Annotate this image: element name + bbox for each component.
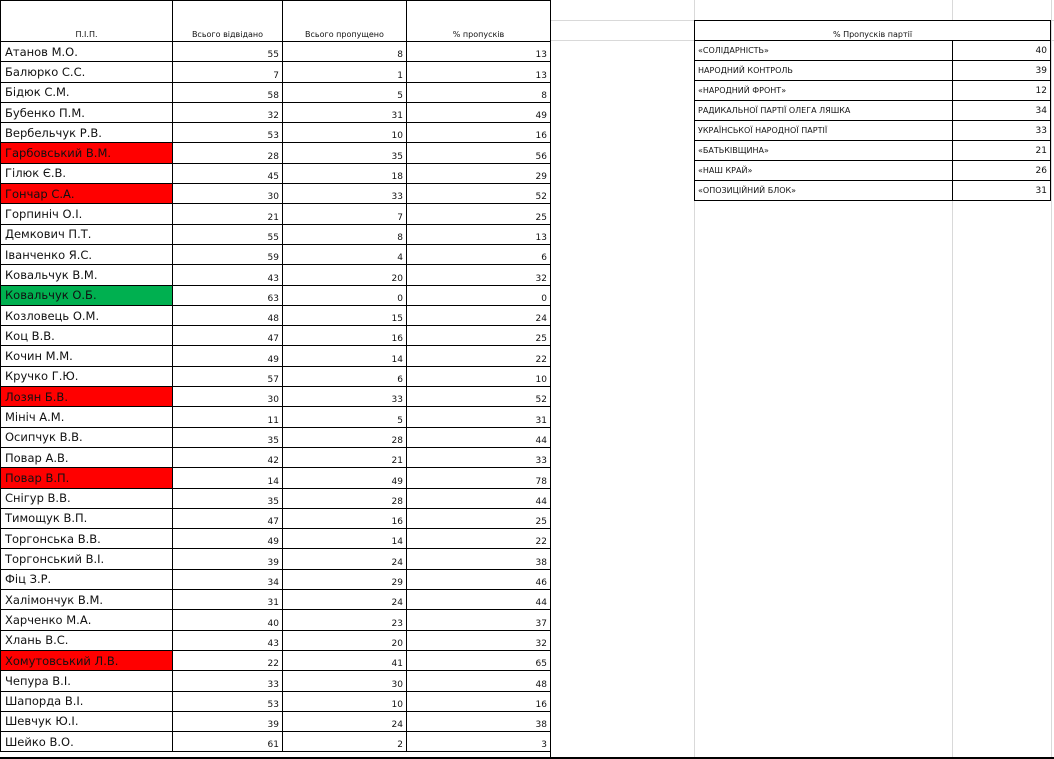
header-visited[interactable]: Всього відвідано — [173, 1, 283, 42]
visited-cell[interactable]: 43 — [173, 630, 283, 650]
table-row — [1, 163, 551, 183]
missed-cell[interactable]: 33 — [283, 387, 407, 407]
party-name-cell[interactable]: «БАТЬКІВЩИНА» — [695, 141, 953, 161]
party-row — [695, 141, 1051, 161]
missed-cell[interactable]: 14 — [283, 529, 407, 549]
table-row — [1, 184, 551, 204]
percent-cell[interactable]: 32 — [407, 630, 551, 650]
missed-cell[interactable]: 16 — [283, 508, 407, 528]
name-cell[interactable]: Бідюк С.М. — [1, 82, 173, 102]
percent-cell[interactable]: 10 — [407, 366, 551, 386]
missed-cell[interactable]: 0 — [283, 285, 407, 305]
visited-cell[interactable]: 33 — [173, 671, 283, 691]
table-row — [1, 204, 551, 224]
visited-cell[interactable]: 7 — [173, 62, 283, 82]
table-row — [1, 285, 551, 305]
table-row — [1, 224, 551, 244]
name-cell[interactable]: Кочин М.М. — [1, 346, 173, 366]
percent-cell[interactable]: 22 — [407, 529, 551, 549]
name-cell[interactable]: Тимощук В.П. — [1, 508, 173, 528]
table-row — [1, 508, 551, 528]
table-row — [1, 143, 551, 163]
visited-cell[interactable]: 21 — [173, 204, 283, 224]
percent-cell[interactable]: 13 — [407, 224, 551, 244]
missed-cell[interactable]: 24 — [283, 711, 407, 731]
table-row — [1, 82, 551, 102]
percent-cell[interactable]: 16 — [407, 691, 551, 711]
table-row — [1, 102, 551, 122]
visited-cell[interactable]: 48 — [173, 305, 283, 325]
table-row — [1, 427, 551, 447]
percent-cell[interactable]: 44 — [407, 590, 551, 610]
table-row — [1, 62, 551, 82]
percent-cell[interactable]: 3 — [407, 732, 551, 752]
visited-cell[interactable]: 47 — [173, 326, 283, 346]
name-cell[interactable]: Хомутовський Л.В. — [1, 650, 173, 670]
percent-cell[interactable]: 25 — [407, 326, 551, 346]
table-row — [1, 650, 551, 670]
visited-cell[interactable]: 32 — [173, 102, 283, 122]
visited-cell[interactable]: 53 — [173, 123, 283, 143]
table-row — [1, 711, 551, 731]
missed-cell[interactable]: 23 — [283, 610, 407, 630]
name-cell[interactable]: Атанов М.О. — [1, 42, 173, 62]
percent-cell[interactable]: 46 — [407, 569, 551, 589]
table-row — [1, 691, 551, 711]
party-row — [695, 121, 1051, 141]
percent-cell[interactable]: 25 — [407, 204, 551, 224]
table-row — [1, 42, 551, 62]
visited-cell[interactable]: 55 — [173, 42, 283, 62]
missed-cell[interactable]: 2 — [283, 732, 407, 752]
party-row — [695, 41, 1051, 61]
party-name-cell[interactable]: «НАРОДНИЙ ФРОНТ» — [695, 81, 953, 101]
missed-cell[interactable]: 5 — [283, 82, 407, 102]
table-row — [1, 671, 551, 691]
name-cell[interactable]: Снігур В.В. — [1, 488, 173, 508]
table-row — [1, 468, 551, 488]
visited-cell[interactable]: 14 — [173, 468, 283, 488]
table-row — [1, 305, 551, 325]
name-cell[interactable]: Гілюк Є.В. — [1, 163, 173, 183]
party-name-cell[interactable]: «СОЛІДАРНІСТЬ» — [695, 41, 953, 61]
header-missed[interactable]: Всього пропущено — [283, 1, 407, 42]
party-name-cell[interactable]: РАДИКАЛЬНОЇ ПАРТІЇ ОЛЕГА ЛЯШКА — [695, 101, 953, 121]
name-cell[interactable]: Осипчук В.В. — [1, 427, 173, 447]
table-row — [1, 732, 551, 752]
percent-cell[interactable]: 32 — [407, 265, 551, 285]
name-cell[interactable]: Ковальчук О.Б. — [1, 285, 173, 305]
visited-cell[interactable]: 57 — [173, 366, 283, 386]
party-value-cell[interactable]: 40 — [953, 41, 1051, 61]
party-value-cell[interactable]: 33 — [953, 121, 1051, 141]
party-name-cell[interactable]: УКРАЇНСЬКОЇ НАРОДНОЇ ПАРТІЇ — [695, 121, 953, 141]
visited-cell[interactable]: 31 — [173, 590, 283, 610]
percent-cell[interactable]: 0 — [407, 285, 551, 305]
name-cell[interactable]: Шапорда В.І. — [1, 691, 173, 711]
visited-cell[interactable]: 35 — [173, 488, 283, 508]
visited-cell[interactable]: 34 — [173, 569, 283, 589]
name-cell[interactable]: Бубенко П.М. — [1, 102, 173, 122]
visited-cell[interactable]: 63 — [173, 285, 283, 305]
visited-cell[interactable]: 22 — [173, 650, 283, 670]
missed-cell[interactable]: 4 — [283, 244, 407, 264]
table-row — [1, 630, 551, 650]
table-row — [1, 387, 551, 407]
percent-cell[interactable]: 52 — [407, 184, 551, 204]
visited-cell[interactable]: 11 — [173, 407, 283, 427]
party-value-cell[interactable]: 31 — [953, 181, 1051, 201]
percent-cell[interactable]: 37 — [407, 610, 551, 630]
missed-cell[interactable]: 5 — [283, 407, 407, 427]
missed-cell[interactable]: 10 — [283, 691, 407, 711]
missed-cell[interactable]: 16 — [283, 326, 407, 346]
party-value-cell[interactable]: 21 — [953, 141, 1051, 161]
visited-cell[interactable]: 49 — [173, 346, 283, 366]
visited-cell[interactable]: 35 — [173, 427, 283, 447]
party-row — [695, 181, 1051, 201]
name-cell[interactable]: Вербельчук Р.В. — [1, 123, 173, 143]
name-cell[interactable]: Горпиніч О.І. — [1, 204, 173, 224]
percent-cell[interactable]: 6 — [407, 244, 551, 264]
table-row — [1, 123, 551, 143]
percent-cell[interactable]: 49 — [407, 102, 551, 122]
party-value-cell[interactable]: 26 — [953, 161, 1051, 181]
missed-cell[interactable]: 1 — [283, 62, 407, 82]
visited-cell[interactable]: 39 — [173, 711, 283, 731]
name-cell[interactable]: Чепура В.І. — [1, 671, 173, 691]
name-cell[interactable]: Лозян Б.В. — [1, 387, 173, 407]
visited-cell[interactable]: 53 — [173, 691, 283, 711]
percent-cell[interactable]: 44 — [407, 488, 551, 508]
name-cell[interactable]: Повар В.П. — [1, 468, 173, 488]
percent-cell[interactable]: 13 — [407, 62, 551, 82]
missed-cell[interactable]: 31 — [283, 102, 407, 122]
header-percent[interactable]: % пропусків — [407, 1, 551, 42]
name-cell[interactable]: Харченко М.А. — [1, 610, 173, 630]
name-cell[interactable]: Шейко В.О. — [1, 732, 173, 752]
percent-cell[interactable]: 13 — [407, 42, 551, 62]
name-cell[interactable]: Халімончук В.М. — [1, 590, 173, 610]
table-row — [1, 447, 551, 467]
visited-cell[interactable]: 47 — [173, 508, 283, 528]
percent-cell[interactable]: 65 — [407, 650, 551, 670]
percent-cell[interactable]: 22 — [407, 346, 551, 366]
table-row — [1, 488, 551, 508]
table-row — [1, 610, 551, 630]
missed-cell[interactable]: 21 — [283, 447, 407, 467]
missed-cell[interactable]: 41 — [283, 650, 407, 670]
missed-cell[interactable]: 29 — [283, 569, 407, 589]
visited-cell[interactable]: 59 — [173, 244, 283, 264]
name-cell[interactable]: Гончар С.А. — [1, 184, 173, 204]
party-name-cell[interactable]: «ОПОЗИЦІЙНИЙ БЛОК» — [695, 181, 953, 201]
header-row — [1, 1, 551, 42]
visited-cell[interactable]: 39 — [173, 549, 283, 569]
missed-cell[interactable]: 14 — [283, 346, 407, 366]
percent-cell[interactable]: 31 — [407, 407, 551, 427]
missed-cell[interactable]: 49 — [283, 468, 407, 488]
party-row — [695, 81, 1051, 101]
visited-cell[interactable]: 45 — [173, 163, 283, 183]
missed-cell[interactable]: 20 — [283, 630, 407, 650]
table-row — [1, 346, 551, 366]
header-name[interactable]: П.І.П. — [1, 1, 173, 42]
party-name-cell[interactable]: НАРОДНИЙ КОНТРОЛЬ — [695, 61, 953, 81]
table-row — [1, 549, 551, 569]
missed-cell[interactable]: 24 — [283, 549, 407, 569]
party-value-cell[interactable]: 34 — [953, 101, 1051, 121]
visited-cell[interactable]: 55 — [173, 224, 283, 244]
table-row — [1, 265, 551, 285]
party-row — [695, 161, 1051, 181]
missed-cell[interactable]: 28 — [283, 427, 407, 447]
name-cell[interactable]: Коц В.В. — [1, 326, 173, 346]
missed-cell[interactable]: 7 — [283, 204, 407, 224]
percent-cell[interactable]: 52 — [407, 387, 551, 407]
percent-cell[interactable]: 38 — [407, 711, 551, 731]
missed-cell[interactable]: 35 — [283, 143, 407, 163]
name-cell[interactable]: Торгонський В.І. — [1, 549, 173, 569]
table-row — [1, 366, 551, 386]
table-row — [1, 569, 551, 589]
name-cell[interactable]: Мініч А.М. — [1, 407, 173, 427]
name-cell[interactable]: Повар А.В. — [1, 447, 173, 467]
table-row — [1, 590, 551, 610]
visited-cell[interactable]: 30 — [173, 387, 283, 407]
missed-cell[interactable]: 33 — [283, 184, 407, 204]
percent-cell[interactable]: 38 — [407, 549, 551, 569]
table-row — [1, 407, 551, 427]
missed-cell[interactable]: 24 — [283, 590, 407, 610]
name-cell[interactable]: Демкович П.Т. — [1, 224, 173, 244]
percent-cell[interactable]: 25 — [407, 508, 551, 528]
missed-cell[interactable]: 6 — [283, 366, 407, 386]
visited-cell[interactable]: 43 — [173, 265, 283, 285]
percent-cell[interactable]: 24 — [407, 305, 551, 325]
party-value-cell[interactable]: 12 — [953, 81, 1051, 101]
missed-cell[interactable]: 20 — [283, 265, 407, 285]
name-cell[interactable]: Кручко Г.Ю. — [1, 366, 173, 386]
percent-cell[interactable]: 33 — [407, 447, 551, 467]
name-cell[interactable]: Козловець О.М. — [1, 305, 173, 325]
table-row — [1, 529, 551, 549]
missed-cell[interactable]: 28 — [283, 488, 407, 508]
party-row — [695, 101, 1051, 121]
visited-cell[interactable]: 61 — [173, 732, 283, 752]
visited-cell[interactable]: 30 — [173, 184, 283, 204]
party-name-cell[interactable]: «НАШ КРАЙ» — [695, 161, 953, 181]
percent-cell[interactable]: 56 — [407, 143, 551, 163]
name-cell[interactable]: Іванченко Я.С. — [1, 244, 173, 264]
party-value-cell[interactable]: 39 — [953, 61, 1051, 81]
party-table — [694, 20, 1051, 201]
visited-cell[interactable]: 28 — [173, 143, 283, 163]
missed-cell[interactable]: 30 — [283, 671, 407, 691]
missed-cell[interactable]: 10 — [283, 123, 407, 143]
percent-cell[interactable]: 16 — [407, 123, 551, 143]
name-cell[interactable]: Балюрко С.С. — [1, 62, 173, 82]
percent-cell[interactable]: 44 — [407, 427, 551, 447]
percent-cell[interactable]: 29 — [407, 163, 551, 183]
missed-cell[interactable]: 18 — [283, 163, 407, 183]
visited-cell[interactable]: 40 — [173, 610, 283, 630]
missed-cell[interactable]: 8 — [283, 224, 407, 244]
party-header-row — [695, 21, 1051, 41]
percent-cell[interactable]: 8 — [407, 82, 551, 102]
visited-cell[interactable]: 58 — [173, 82, 283, 102]
name-cell[interactable]: Гарбовський В.М. — [1, 143, 173, 163]
percent-cell[interactable]: 78 — [407, 468, 551, 488]
table-row — [1, 244, 551, 264]
name-cell[interactable]: Фіц З.Р. — [1, 569, 173, 589]
name-cell[interactable]: Ковальчук В.М. — [1, 265, 173, 285]
name-cell[interactable]: Шевчук Ю.І. — [1, 711, 173, 731]
visited-cell[interactable]: 42 — [173, 447, 283, 467]
name-cell[interactable]: Торгонська В.В. — [1, 529, 173, 549]
table-row — [1, 326, 551, 346]
party-header[interactable]: % Пропусків партії — [695, 21, 1051, 41]
missed-cell[interactable]: 15 — [283, 305, 407, 325]
missed-cell[interactable]: 8 — [283, 42, 407, 62]
party-row — [695, 61, 1051, 81]
visited-cell[interactable]: 49 — [173, 529, 283, 549]
name-cell[interactable]: Хлань В.С. — [1, 630, 173, 650]
percent-cell[interactable]: 48 — [407, 671, 551, 691]
